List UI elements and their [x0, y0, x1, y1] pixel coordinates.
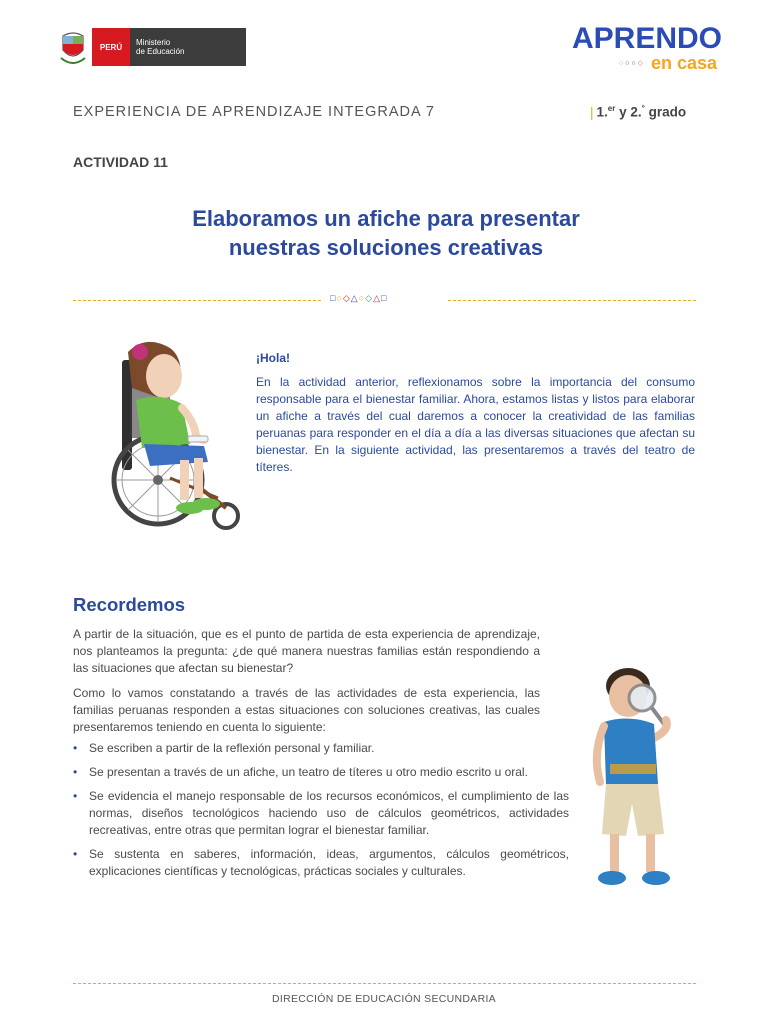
grade-first-sup: er — [607, 104, 616, 113]
ministry-line1: Ministerio — [136, 38, 171, 47]
footer-divider — [73, 983, 696, 984]
grade-first: 1. — [596, 104, 608, 120]
bullet-text: Se evidencia el manejo responsable de los recursos económicos, el cumplimiento de las normas, diseños tecnológicos haciendo uso de cálculos geométricos, actividades recreativas, entre otras que permitan lograr el bienestar familiar. — [89, 789, 569, 837]
bullet-icon: • — [73, 741, 78, 755]
ministry-line2: de Educación — [136, 47, 185, 56]
bullet-text: Se presentan a través de un afiche, un teatro de títeres u otro medio escrito u oral. — [89, 765, 528, 779]
aprendo-en-casa-logo — [572, 22, 723, 73]
grade-second-sup: ° — [641, 104, 645, 113]
recordemos-bullet-list — [73, 740, 569, 887]
brand-word: APRENDO — [572, 22, 723, 55]
grade-separator: | — [590, 104, 594, 120]
boy-magnifier-illustration — [584, 664, 694, 896]
title-line2: nuestras soluciones creativas — [228, 235, 544, 260]
grade-word: grado — [644, 104, 687, 120]
grade-label — [590, 104, 686, 120]
page-title — [100, 204, 672, 262]
brand-shapes-icon: ○○○◇ — [618, 60, 645, 67]
ministry-label — [130, 28, 246, 66]
recordemos-paragraph-1: A partir de la situación, que es el punto de partida de esta experiencia de aprendizaje, nos planteamos la pregunta: ¿de qué manera nuestras familias están respondiendo a las situaciones que afectan su bienestar? — [73, 627, 540, 675]
experience-title: EXPERIENCIA DE APRENDIZAJE INTEGRADA 7 — [73, 104, 435, 120]
divider-right — [448, 300, 696, 301]
bullet-icon: • — [73, 765, 78, 779]
wheelchair-child-illustration — [100, 338, 246, 534]
footer-text: DIRECCIÓN DE EDUCACIÓN SECUNDARIA — [271, 993, 496, 1005]
list-item — [73, 788, 569, 839]
grade-middle: y 2. — [615, 104, 642, 120]
ministry-logo — [58, 28, 246, 66]
bullet-icon: • — [73, 847, 78, 861]
peru-label: PERÚ — [92, 28, 130, 66]
recordemos-heading: Recordemos — [73, 594, 186, 615]
list-item — [73, 764, 609, 781]
coat-of-arms-icon — [58, 28, 88, 66]
recordemos-paragraph-2: Como lo vamos constatando a través de las actividades de esta experiencia, las familias peruanas responden a estas situaciones con soluciones creativas, las cuales presentaremos teniendo en cuenta lo siguiente: — [73, 686, 540, 734]
intro-paragraph: En la actividad anterior, reflexionamos sobre la importancia del consumo responsable para el bienestar familiar. Ahora, estamos listas y listos para elaborar un afiche a través del cual daremos a conocer la creatividad de las familias peruanas para responder en el día a día a las diversas situaciones que afectan su bienestar. En la siguiente actividad, las presentaremos a través del teatro de títeres. — [256, 375, 695, 474]
greeting-text: ¡Hola! — [256, 351, 290, 365]
list-item — [73, 740, 569, 757]
activity-label: ACTIVIDAD 11 — [73, 154, 168, 170]
divider-shapes-icon: □○◇△○◇△□ — [330, 293, 388, 303]
brand-sub: en casa — [650, 53, 717, 73]
bullet-text: Se sustenta en saberes, información, ideas, argumentos, cálculos geométricos, explicaciones científicas y tecnológicas, prácticas sociales y culturales. — [89, 847, 569, 878]
bullet-text: Se escriben a partir de la reflexión personal y familiar. — [89, 741, 375, 755]
divider-left — [73, 300, 321, 301]
list-item — [73, 846, 569, 880]
bullet-icon: • — [73, 789, 78, 803]
title-line1: Elaboramos un afiche para presentar — [192, 206, 580, 231]
